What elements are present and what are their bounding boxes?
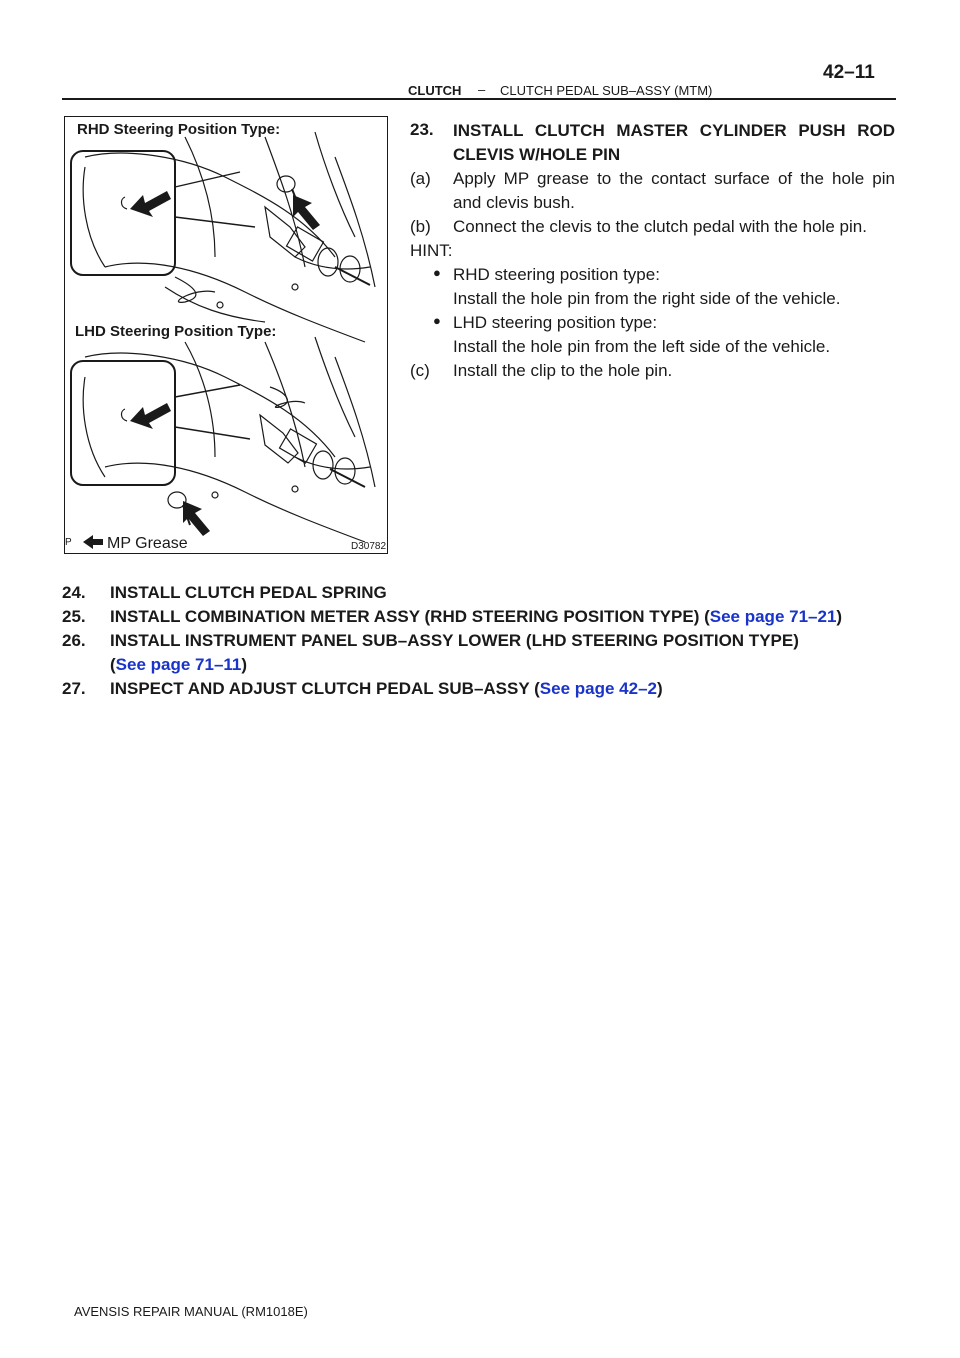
step-26-open: ( <box>110 655 116 674</box>
lhd-figure-label: LHD Steering Position Type: <box>75 323 277 340</box>
hint-label: HINT: <box>410 241 453 260</box>
bullet1-title: RHD steering position type: <box>453 265 660 284</box>
bullet-icon: ● <box>433 313 441 328</box>
step-26-number: 26. <box>62 631 86 650</box>
step-23-number: 23. <box>410 120 434 139</box>
step-25-link[interactable]: See page 71–21 <box>709 607 837 626</box>
step-25-line <box>110 607 842 627</box>
substep-b-label: (b) <box>410 217 431 236</box>
step-26-text: INSTALL INSTRUMENT PANEL SUB–ASSY LOWER (LHD STEERING POSITION TYPE) <box>110 631 799 650</box>
grease-arrow-icon <box>293 195 320 230</box>
step-26-end: ) <box>241 655 248 674</box>
bullet2-title: LHD steering position type: <box>453 313 658 332</box>
step-25-end: ) <box>836 607 843 626</box>
step-27-text: INSPECT AND ADJUST CLUTCH PEDAL SUB–ASSY ( <box>110 679 540 698</box>
substep-c-text: Install the clip to the hole pin. <box>453 361 673 380</box>
step-23-title-line2: CLEVIS W/HOLE PIN <box>453 145 621 164</box>
bullet-icon: ● <box>433 265 441 280</box>
step-27-link[interactable]: See page 42–2 <box>539 679 657 698</box>
header-section: CLUTCH <box>408 83 462 98</box>
page-number: 42–11 <box>823 62 875 83</box>
legend-text: MP Grease <box>107 535 188 552</box>
footer-text: AVENSIS REPAIR MANUAL (RM1018E) <box>74 1304 308 1319</box>
legend-marker: P <box>65 537 72 548</box>
illustration-figure <box>64 116 388 554</box>
grease-arrow-icon <box>83 535 103 549</box>
grease-arrow-icon <box>183 501 210 536</box>
step-25-text: INSTALL COMBINATION METER ASSY (RHD STEERING POSITION TYPE) ( <box>110 607 710 626</box>
grease-arrow-icon <box>130 403 171 429</box>
figure-code: D30782 <box>351 541 387 552</box>
step-23-title-line1: INSTALL CLUTCH MASTER CYLINDER PUSH ROD <box>453 121 895 140</box>
bullet1-text: Install the hole pin from the right side of the vehicle. <box>453 289 841 308</box>
substep-b-text: Connect the clevis to the clutch pedal with the hole pin. <box>453 217 867 236</box>
rhd-figure-label: RHD Steering Position Type: <box>77 121 281 138</box>
step-27-line <box>110 679 663 699</box>
header-dash: – <box>478 82 486 97</box>
substep-c-label: (c) <box>410 361 430 380</box>
step-26-link[interactable]: See page 71–11 <box>115 655 242 674</box>
step-24-text: INSTALL CLUTCH PEDAL SPRING <box>110 583 387 602</box>
header-rule <box>62 98 896 100</box>
bullet2-text: Install the hole pin from the left side of the vehicle. <box>453 337 831 356</box>
step-27-end: ) <box>656 679 663 698</box>
header-subsection: CLUTCH PEDAL SUB–ASSY (MTM) <box>500 83 713 98</box>
grease-arrow-icon <box>130 191 171 217</box>
step-24-number: 24. <box>62 583 86 602</box>
substep-a-line1: Apply MP grease to the contact surface of the hole pin <box>453 169 895 188</box>
substep-a-line2: and clevis bush. <box>453 193 575 212</box>
substep-a-label: (a) <box>410 169 431 188</box>
step-25-number: 25. <box>62 607 86 626</box>
step-26-line2 <box>110 655 247 675</box>
step-27-number: 27. <box>62 679 86 698</box>
